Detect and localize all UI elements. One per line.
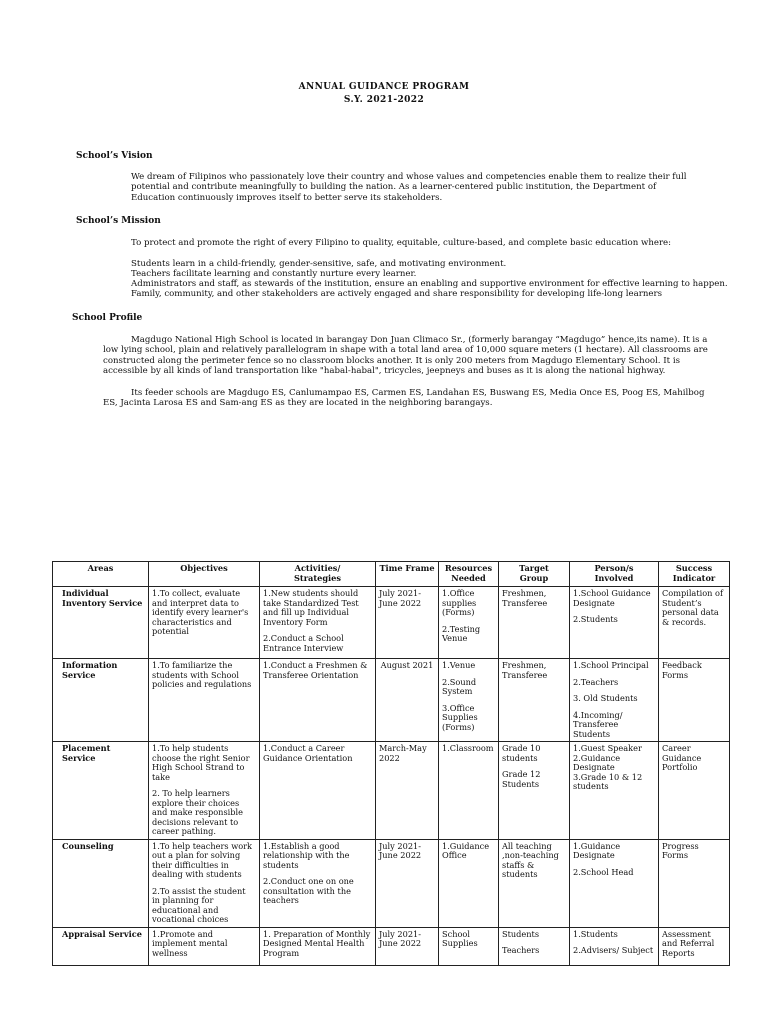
area-cell: Placement Service: [53, 742, 149, 840]
cell-text: School Supplies: [442, 928, 478, 949]
cell-text: 1.Guest Speaker: [573, 743, 642, 754]
objectives-cell: [149, 927, 260, 965]
header-activities: [260, 562, 376, 587]
cell-text: 1.To help students choose the right Senior High School Strand to take: [152, 743, 250, 782]
header-text: Areas: [87, 563, 114, 573]
resources-cell: [439, 839, 499, 927]
cell-text: 1.Conduct a Career Guidance Orientation: [263, 743, 353, 763]
cell-text: 1.Guidance Office: [442, 840, 490, 861]
cell-text: 2.Testing Venue: [442, 623, 481, 644]
target-group-cell: [499, 587, 570, 659]
cell-text: 3.Office Supplies (Forms): [442, 702, 478, 732]
persons-involved-cell: [570, 742, 659, 840]
cell-text: 1.School Principal: [573, 660, 649, 670]
mission-item: Administrators and staff, as stewards of the institution, ensure an enabling and supportive environment for effective learning to happen.: [131, 279, 728, 290]
activities-cell: [260, 587, 376, 659]
success-indicator-cell: Feedback Forms: [659, 659, 730, 742]
cell-text: 1. Preparation of Monthly Designed Mental Health Program: [263, 928, 371, 958]
activities-cell: [260, 927, 376, 965]
header-objectives: [149, 562, 260, 587]
objectives-cell: [149, 587, 260, 659]
mission-item: Family, community, and other stakeholders are actively engaged and share responsibility for developing life-long learners: [131, 289, 663, 300]
activities-cell: [260, 659, 376, 742]
cell-text: 3. Old Students: [573, 693, 638, 704]
header-resources: [439, 562, 499, 587]
cell-text: 2.Conduct a School Entrance Interview: [263, 633, 344, 653]
success-indicator-cell: Career Guidance Portfolio: [659, 742, 730, 840]
persons-involved-cell: [570, 659, 659, 742]
cell-text: 2.Advisers/ Subject: [573, 945, 654, 956]
cell-text: 1.Conduct a Freshmen & Transferee Orientation: [263, 660, 368, 680]
target-group-cell: [499, 839, 570, 927]
persons-involved-cell: [570, 927, 659, 965]
profile-paragraph-1: Magdugo National High School is located in barangay Don Juan Climaco Sr., (formerly barangay “Magdugo” hence,its name). It is a low lying school, plain and relatively parallelogram in shape with a total land area of 10,000 square meters (1 hectare). All classrooms are constructed along the perimeter fence so no classroom blocks another. It is only 200 meters from Magdugo Elementary School. It is accessible by all kinds of land transportation like "habal-habal", tricycles, jeepneys and buses as it is along the national highway.: [103, 335, 708, 376]
vision-heading: School’s Vision: [76, 151, 153, 161]
resources-cell: [439, 742, 499, 840]
resources-cell: [439, 927, 499, 965]
target-group-cell: [499, 742, 570, 840]
cell-text: 2.Students: [573, 614, 618, 625]
success-indicator-cell: Progress Forms: [659, 839, 730, 927]
header-target-group: [499, 562, 570, 587]
cell-text: 2.Teachers: [573, 676, 619, 687]
time-frame-cell: July 2021-June 2022: [376, 839, 439, 927]
table-row: [53, 742, 730, 840]
cell-text: 1.Establish a good relationship with the students: [263, 840, 350, 870]
guidance-program-table: [52, 561, 730, 966]
cell-text: Freshmen, Transferee: [502, 588, 548, 608]
cell-text: Grade 12 Students: [502, 769, 541, 789]
cell-text: 3.Grade 10 & 12 students: [573, 771, 643, 792]
header-text: Needed: [451, 572, 486, 583]
vision-paragraph: We dream of Filipinos who passionately love their country and whose values and competencies enable them to realize their full potential and contribute meaningfully to building the nation. As a learner-centered public institution, the Department of Education continuously improves itself to better serve its stakeholders.: [131, 172, 687, 203]
header-text: Time Frame: [379, 563, 435, 573]
header-text: Success: [675, 563, 713, 573]
document-title-block: [0, 82, 768, 107]
header-text: Target: [519, 563, 549, 573]
cell-text: 1.Office supplies (Forms): [442, 588, 477, 618]
table-row: [53, 587, 730, 659]
table-row: [53, 659, 730, 742]
time-frame-cell: August 2021: [376, 659, 439, 742]
cell-text: All teaching ,non-teaching staffs & students: [502, 840, 559, 880]
persons-involved-cell: [570, 839, 659, 927]
activities-cell: [260, 839, 376, 927]
cell-text: 1.Venue: [442, 660, 476, 670]
objectives-cell: [149, 742, 260, 840]
table-header-row: [53, 562, 730, 587]
cell-text: 1.To help teachers work out a plan for solving their difficulties in dealing with students: [152, 840, 253, 880]
header-text: Strategies: [294, 572, 341, 583]
resources-cell: [439, 587, 499, 659]
header-success-indicator: [659, 562, 730, 587]
header-areas: [53, 562, 149, 587]
area-cell: Individual Inventory Service: [53, 587, 149, 659]
cell-text: Grade 10 students: [502, 743, 541, 763]
target-group-cell: [499, 659, 570, 742]
cell-text: Freshmen, Transferee: [502, 660, 548, 680]
target-group-cell: [499, 927, 570, 965]
cell-text: 1.Classroom: [442, 743, 494, 754]
header-text: Activities/: [294, 563, 341, 573]
cell-text: 2.School Head: [573, 866, 634, 877]
header-text: Group: [519, 572, 549, 583]
activities-cell: [260, 742, 376, 840]
header-text: Involved: [594, 572, 634, 583]
table-row: [53, 927, 730, 965]
resources-cell: [439, 659, 499, 742]
cell-text: 1.To collect, evaluate and interpret data to identify every learner's characteristics and potential: [152, 588, 249, 637]
profile-paragraph-2: Its feeder schools are Magdugo ES, Canlumampao ES, Carmen ES, Landahan ES, Buswang ES, Media Once ES, Poog ES, Mahilbog ES, Jacinta Larosa ES and Sam-ang ES as they are located in the neighboring barangays.: [103, 388, 705, 409]
cell-text: Teachers: [502, 945, 540, 956]
header-text: Person/s: [594, 563, 634, 573]
cell-text: 2.To assist the student in planning for educational and vocational choices: [152, 885, 246, 925]
header-persons-involved: [570, 562, 659, 587]
document-title: ANNUAL GUIDANCE PROGRAM: [298, 82, 470, 92]
header-text: Indicator: [672, 572, 716, 583]
time-frame-cell: July 2021-June 2022: [376, 927, 439, 965]
area-cell: Counseling: [53, 839, 149, 927]
mission-item: Students learn in a child-friendly, gender-sensitive, safe, and motivating environment.: [131, 259, 507, 269]
table-row: [53, 839, 730, 927]
objectives-cell: [149, 839, 260, 927]
header-text: Objectives: [180, 563, 228, 573]
cell-text: 1.To familiarize the students with School policies and regulations: [152, 660, 252, 690]
cell-text: 1.Guidance Designate: [573, 840, 621, 861]
profile-heading: School Profile: [72, 313, 143, 323]
cell-text: 2. To help learners explore their choices and make responsible decisions relevant to career pathing.: [152, 788, 243, 837]
cell-text: 1.Promote and implement mental wellness: [152, 928, 228, 958]
cell-text: 2.Conduct one on one consultation with the teachers: [263, 876, 354, 906]
persons-involved-cell: [570, 587, 659, 659]
time-frame-cell: March-May 2022: [376, 742, 439, 840]
time-frame-cell: July 2021-June 2022: [376, 587, 439, 659]
cell-text: 1.School Guidance Designate: [573, 588, 651, 608]
cell-text: 1.Students: [573, 928, 618, 939]
area-cell: Information Service: [53, 659, 149, 742]
cell-text: 1.New students should take Standardized Test and fill up Individual Inventory Form: [263, 588, 359, 627]
mission-list: [131, 259, 728, 300]
mission-intro: To protect and promote the right of every Filipino to quality, equitable, culture-based, and complete basic education where:: [131, 238, 672, 248]
cell-text: 4.Incoming/ Transferee Students: [573, 709, 623, 739]
cell-text: 2.Sound System: [442, 676, 477, 697]
success-indicator-cell: Assessment and Referral Reports: [659, 927, 730, 965]
mission-item: Teachers facilitate learning and constantly nurture every learner.: [131, 269, 417, 280]
success-indicator-cell: Compilation of Student’s personal data & records.: [659, 587, 730, 659]
header-text: Resources: [444, 563, 493, 573]
objectives-cell: [149, 659, 260, 742]
header-time-frame: [376, 562, 439, 587]
mission-heading: School’s Mission: [76, 216, 161, 226]
cell-text: Students: [502, 928, 540, 939]
area-cell: Appraisal Service: [53, 927, 149, 965]
cell-text: 2.Guidance Designate: [573, 752, 621, 773]
school-year: S.Y. 2021-2022: [343, 94, 425, 105]
